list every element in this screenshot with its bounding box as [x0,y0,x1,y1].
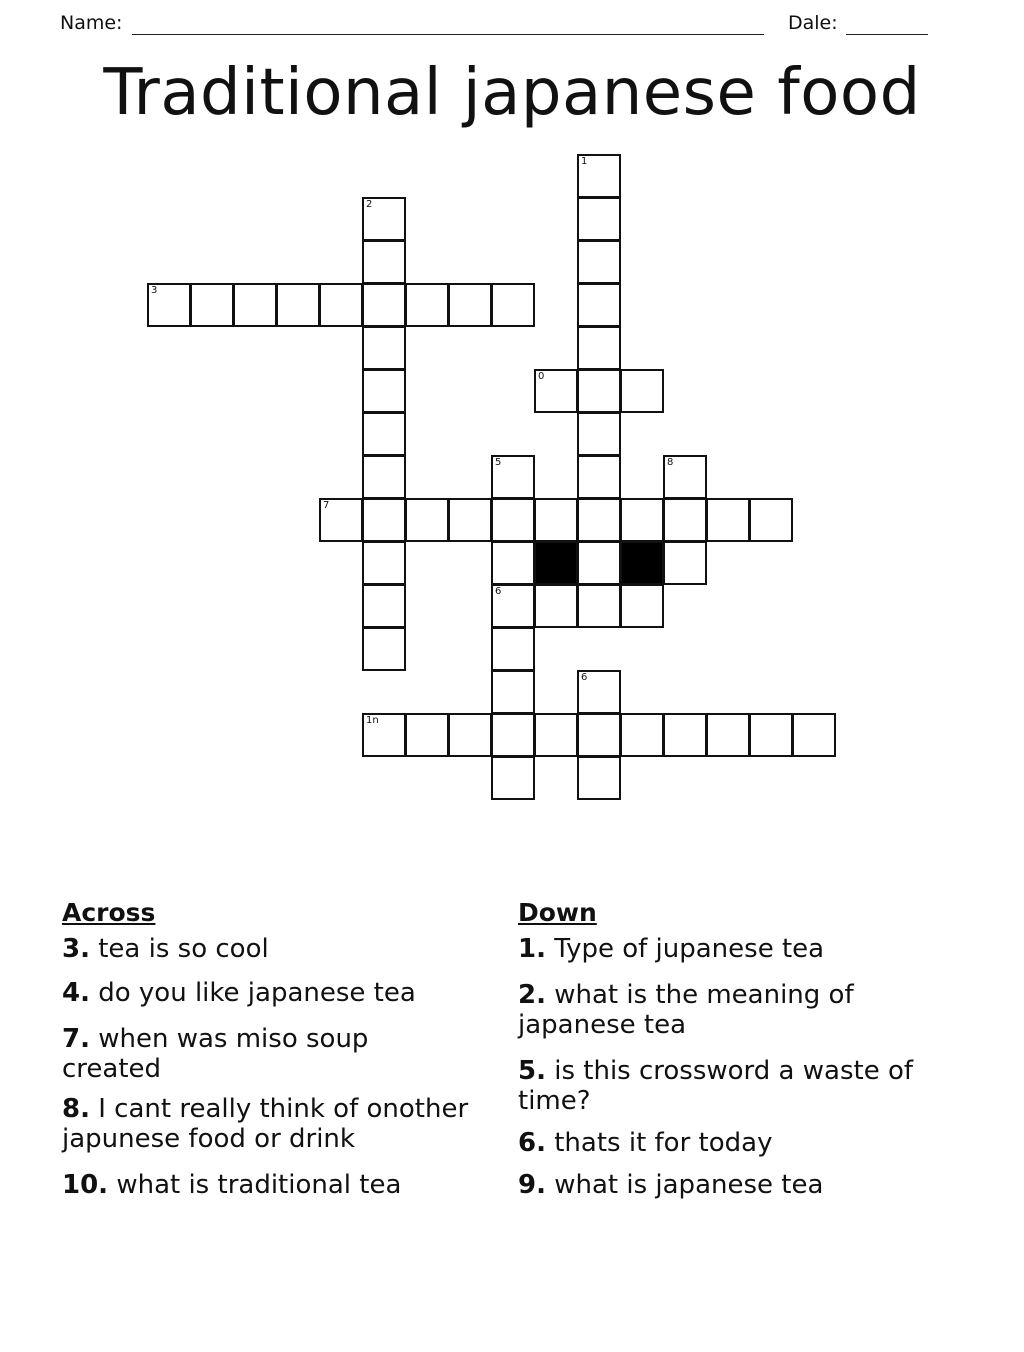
black-square [534,541,578,585]
clue-number: 8. [62,1094,90,1124]
grid-cell[interactable] [362,369,406,413]
grid-cell[interactable] [319,498,363,542]
grid-cell[interactable] [577,154,621,198]
clue-text: tea is so cool [98,934,269,964]
cell-number: 6 [581,672,588,683]
grid-cell[interactable] [577,541,621,585]
grid-cell[interactable] [577,498,621,542]
across-heading: Across [62,898,156,927]
grid-cell[interactable] [405,283,449,327]
grid-cell[interactable] [706,498,750,542]
grid-cell[interactable] [362,240,406,284]
grid-cell[interactable] [491,541,535,585]
grid-cell[interactable] [663,713,707,757]
grid-cell[interactable] [491,498,535,542]
grid-cell[interactable] [233,283,277,327]
cell-number: 2 [366,199,373,210]
clue-text: when was miso soup created [62,1024,369,1084]
clue-text: what is japanese tea [554,1170,824,1200]
across-clue [62,1094,507,1154]
down-clue [518,1170,938,1200]
grid-cell[interactable] [577,584,621,628]
grid-cell[interactable] [319,283,363,327]
cell-number: 6 [495,586,502,597]
clue-text: thats it for today [554,1128,773,1158]
page-title: Traditional japanese food [103,56,921,130]
grid-cell[interactable] [663,498,707,542]
grid-cell[interactable] [749,713,793,757]
across-clue [62,1170,512,1200]
grid-cell[interactable] [577,455,621,499]
grid-cell[interactable] [362,541,406,585]
clue-number: 1. [518,934,546,964]
grid-cell[interactable] [362,412,406,456]
grid-cell[interactable] [491,627,535,671]
grid-cell[interactable] [620,369,664,413]
grid-cell[interactable] [362,584,406,628]
cell-number: 0 [538,371,545,382]
grid-cell[interactable] [577,283,621,327]
grid-cell[interactable] [190,283,234,327]
grid-cell[interactable] [620,498,664,542]
grid-cell[interactable] [663,455,707,499]
grid-cell[interactable] [491,713,535,757]
grid-cell[interactable] [362,627,406,671]
grid-cell[interactable] [491,455,535,499]
grid-cell[interactable] [577,756,621,800]
clue-number: 6. [518,1128,546,1158]
grid-cell[interactable] [706,713,750,757]
clue-text: Type of jupanese tea [554,934,825,964]
grid-cell[interactable] [491,670,535,714]
grid-cell[interactable] [749,498,793,542]
across-clue [62,1024,402,1084]
grid-cell[interactable] [577,670,621,714]
clue-number: 5. [518,1056,546,1086]
grid-cell[interactable] [362,326,406,370]
grid-cell[interactable] [534,498,578,542]
grid-cell[interactable] [448,283,492,327]
grid-cell[interactable] [491,283,535,327]
clue-text: what is traditional tea [116,1170,402,1200]
grid-cell[interactable] [577,197,621,241]
cell-number: 1n [366,715,379,726]
grid-cell[interactable] [534,713,578,757]
grid-cell[interactable] [577,412,621,456]
black-square [620,541,664,585]
grid-cell[interactable] [448,498,492,542]
grid-cell[interactable] [620,713,664,757]
clue-number: 4. [62,978,90,1008]
cell-number: 5 [495,457,502,468]
date-label: Dale: [788,12,838,34]
across-clue [62,934,512,964]
clue-text: I cant really think of onother japunese food or drink [62,1094,469,1154]
grid-cell[interactable] [362,498,406,542]
cell-number: 3 [151,285,158,296]
clue-text: do you like japanese tea [98,978,416,1008]
grid-cell[interactable] [577,369,621,413]
cell-number: 8 [667,457,674,468]
clue-number: 3. [62,934,90,964]
grid-cell[interactable] [534,369,578,413]
grid-cell[interactable] [534,584,578,628]
grid-cell[interactable] [663,541,707,585]
grid-cell[interactable] [362,197,406,241]
clue-number: 2. [518,980,546,1010]
clue-number: 7. [62,1024,90,1054]
grid-cell[interactable] [276,283,320,327]
name-label: Name: [60,12,123,34]
grid-cell[interactable] [577,240,621,284]
grid-cell[interactable] [147,283,191,327]
clue-text: is this crossword a waste of time? [518,1056,914,1116]
grid-cell[interactable] [620,584,664,628]
down-clue [518,1128,938,1158]
grid-cell[interactable] [362,455,406,499]
cell-number: 7 [323,500,330,511]
across-clue [62,978,512,1008]
clue-number: 9. [518,1170,546,1200]
down-clue [518,980,898,1040]
clue-number: 10. [62,1170,109,1200]
down-clue [518,934,938,964]
grid-cell[interactable] [577,713,621,757]
clue-text: what is the meaning of japanese tea [518,980,854,1040]
grid-cell[interactable] [405,498,449,542]
grid-cell[interactable] [491,584,535,628]
grid-cell[interactable] [362,713,406,757]
grid-cell[interactable] [792,713,836,757]
grid-cell[interactable] [491,756,535,800]
grid-cell[interactable] [405,713,449,757]
grid-cell[interactable] [448,713,492,757]
grid-cell[interactable] [577,326,621,370]
down-heading: Down [518,898,597,927]
down-clue [518,1056,938,1116]
cell-number: 1 [581,156,588,167]
grid-cell[interactable] [362,283,406,327]
